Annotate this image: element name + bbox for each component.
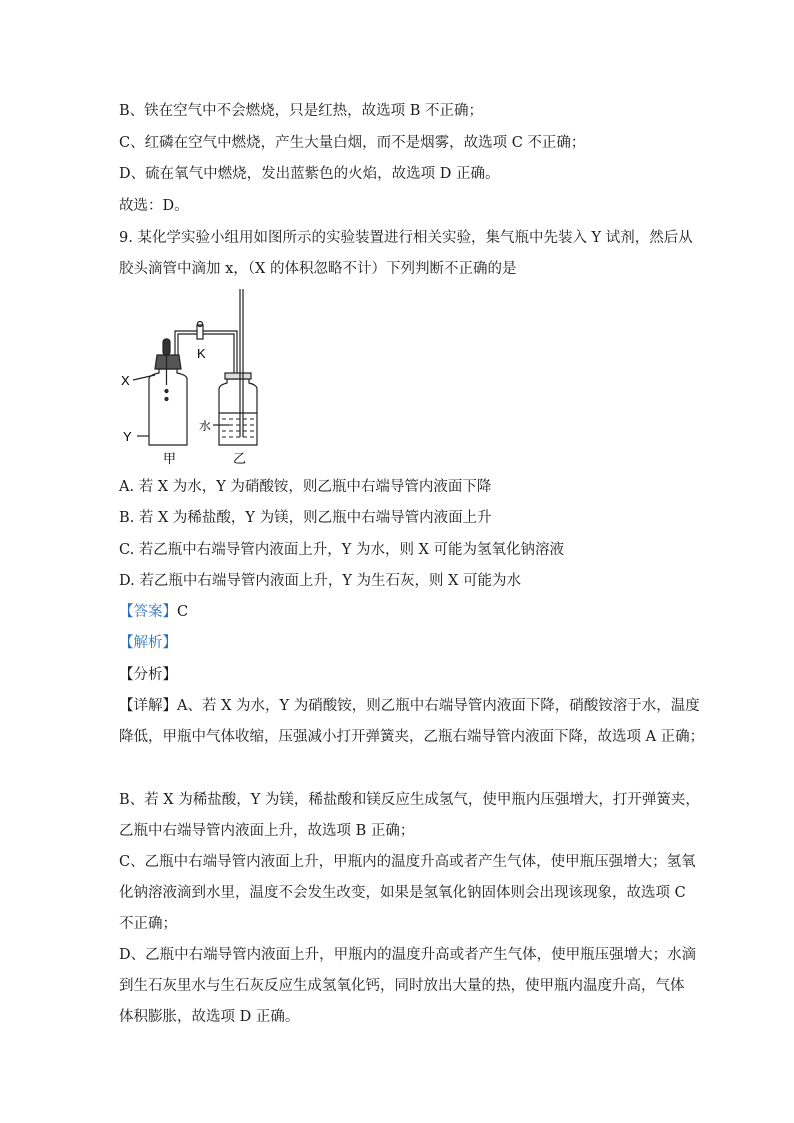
- detail-tag: 【详解】: [119, 698, 177, 714]
- clamp-k: [197, 325, 203, 339]
- dropper-bulb: [163, 339, 170, 355]
- question-line-2: 胶头滴管中滴加 x，（X 的体积忽略不计）下列判断不正确的是: [119, 261, 517, 277]
- option-a: A. 若 X 为水，Y 为硝酸铵，则乙瓶中右端导管内液面下降: [119, 479, 492, 495]
- prev-option-c: C、红磷在空气中燃烧，产生大量白烟，而不是烟雾，故选项 C 不正确；: [119, 135, 586, 151]
- detail-c-line-2: 化钠溶液滴到水里，温度不会发生改变，如果是氢氧化钠固体则会出现该现象，故选项 C: [119, 885, 686, 901]
- option-c: C. 若乙瓶中右端导管内液面上升，Y 为水，则 X 可能为氢氧化钠溶液: [119, 542, 565, 558]
- label-x: X: [121, 373, 130, 388]
- stopper-jia: [155, 355, 181, 369]
- detail-a-text: A、若 X 为水，Y 为硝酸铵，则乙瓶中右端导管内液面下降，硝酸铵溶于水，温度: [177, 698, 700, 714]
- answer-value: C: [177, 604, 189, 620]
- prev-option-b: B、铁在空气中不会燃烧，只是红热，故选项 B 不正确；: [119, 103, 484, 119]
- detail-b-line-2: 乙瓶中右端导管内液面上升，故选项 B 正确；: [119, 823, 415, 839]
- apparatus-diagram: [119, 287, 269, 467]
- label-k: K: [197, 346, 206, 361]
- prev-option-d: D、硫在氧气中燃烧，发出蓝紫色的火焰，故选项 D 正确。: [119, 166, 500, 182]
- bottle-yi: [219, 379, 257, 445]
- analysis-tag: 【解析】: [119, 635, 177, 651]
- prev-conclusion: 故选：D。: [119, 198, 189, 214]
- detail-d-line-3: 体积膨胀，故选项 D 正确。: [119, 1009, 300, 1025]
- bottle-jia: [149, 369, 187, 445]
- answer-line: [119, 602, 188, 622]
- detail-d-line-2: 到生石灰里水与生石灰反应生成氢氧化钙，同时放出大量的热，使甲瓶内温度升高，气体: [119, 978, 685, 994]
- detail-a-line-2: 降低，甲瓶中气体收缩，压强减小打开弹簧夹，乙瓶右端导管内液面下降，故选项 A 正确；: [119, 729, 705, 745]
- label-jia: 甲: [163, 451, 177, 466]
- answer-tag: 【答案】: [119, 604, 177, 620]
- option-d: D. 若乙瓶中右端导管内液面上升，Y 为生石灰，则 X 可能为水: [119, 573, 522, 589]
- detail-c-line-3: 不正确；: [119, 916, 177, 932]
- detail-c-line-1: C、乙瓶中右端导管内液面上升，甲瓶内的温度升高或者产生气体，使甲瓶压强增大；氢氧: [119, 854, 696, 870]
- detail-d-line-1: D、乙瓶中右端导管内液面上升，甲瓶内的温度升高或者产生气体，使甲瓶压强增大；水滴: [119, 947, 697, 963]
- label-water: 水: [199, 419, 212, 433]
- detail-b-line-1: B、若 X 为稀盐酸，Y 为镁，稀盐酸和镁反应生成氢气，使甲瓶内压强增大，打开弹簧夹，: [119, 792, 700, 808]
- question-line-1: 9. 某化学实验小组用如图所示的实验装置进行相关实验，集气瓶中先装入 Y 试剂，然后从: [119, 230, 693, 246]
- analyze-tag: 【分析】: [119, 667, 177, 683]
- label-y: Y: [123, 429, 132, 444]
- option-b: B. 若 X 为稀盐酸，Y 为镁，则乙瓶中右端导管内液面上升: [119, 510, 492, 526]
- label-yi: 乙: [233, 451, 247, 466]
- connecting-tube: [175, 331, 237, 379]
- detail-a-line-1: [119, 696, 700, 716]
